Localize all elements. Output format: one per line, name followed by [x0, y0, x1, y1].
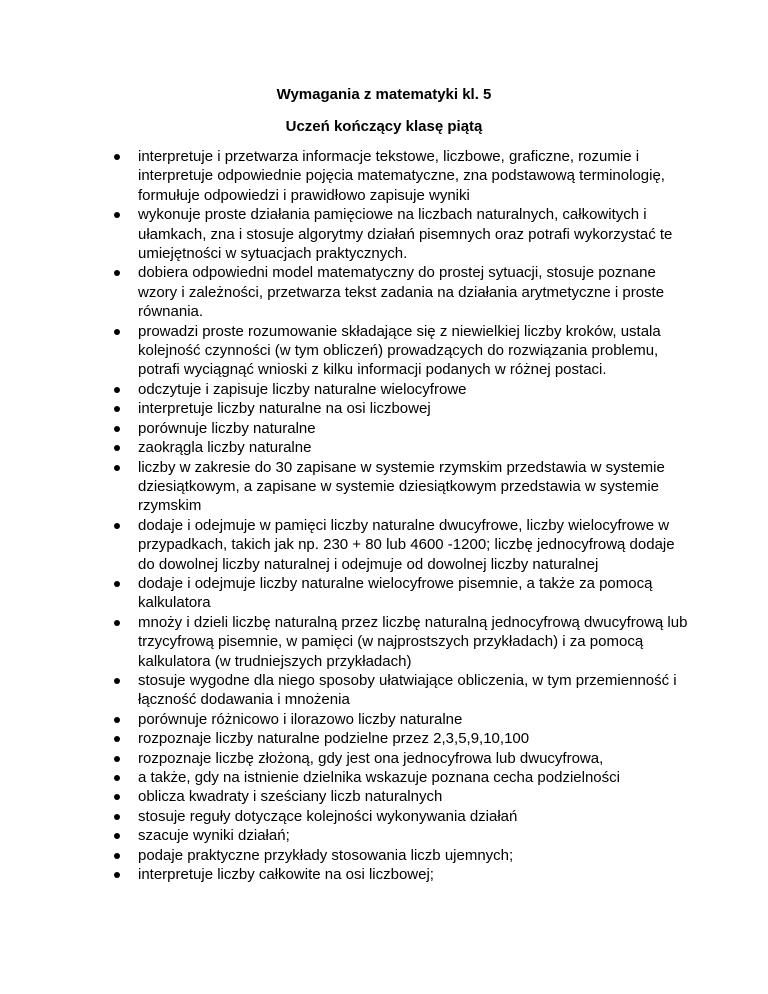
list-item-text: rozpoznaje liczbę złożoną, gdy jest ona jednocyfrowa lub dwucyfrowa,	[138, 749, 604, 767]
bullet-icon	[114, 775, 120, 781]
bullet-icon	[114, 853, 120, 859]
list-item	[114, 380, 694, 399]
list-item-text: wykonuje proste działania pamięciowe na liczbach naturalnych, całkowitych i ułamkach, zna i stosuje algorytmy działań pisemnych oraz potrafi wykorzystać te umiejętności w sytuacjach praktycznych.	[138, 206, 673, 263]
bullet-icon	[114, 756, 120, 762]
list-item-text: porównuje różnicowo i ilorazowo liczby naturalne	[138, 710, 463, 728]
list-item	[114, 749, 694, 768]
document-title: Wymagania z matematyki kl. 5	[276, 86, 492, 103]
bullet-icon	[114, 154, 120, 160]
bullet-icon	[114, 678, 120, 684]
list-item	[114, 516, 694, 574]
list-item	[114, 846, 694, 865]
bullet-icon	[114, 736, 120, 742]
list-item	[114, 613, 694, 671]
list-item-text: rozpoznaje liczby naturalne podzielne przez 2,3,5,9,10,100	[138, 730, 530, 748]
bullet-icon	[114, 329, 120, 335]
list-item-text: a także, gdy na istnienie dzielnika wskazuje poznana cecha podzielności	[138, 769, 620, 786]
list-item	[114, 205, 694, 263]
bullet-icon	[114, 814, 120, 820]
list-item-text: dodaje i odejmuje liczby naturalne wielocyfrowe pisemnie, a także za pomocą kalkulatora	[138, 574, 653, 612]
list-item-text: stosuje reguły dotyczące kolejności wykonywania działań	[138, 807, 518, 825]
bullet-icon	[114, 717, 120, 723]
list-item-text: interpretuje liczby naturalne na osi liczbowej	[138, 400, 431, 418]
list-item	[114, 729, 694, 748]
bullet-icon	[114, 465, 120, 471]
list-item-text: odczytuje i zapisuje liczby naturalne wielocyfrowe	[138, 380, 467, 398]
list-item	[114, 438, 694, 457]
list-item-text: oblicza kwadraty i sześciany liczb naturalnych	[138, 788, 443, 806]
list-item	[114, 671, 694, 710]
bullet-icon	[114, 620, 120, 626]
list-item	[114, 458, 694, 516]
list-item	[114, 399, 694, 418]
list-item	[114, 419, 694, 438]
list-item	[114, 865, 694, 884]
bullet-icon	[114, 445, 120, 451]
list-item	[114, 147, 694, 205]
list-item	[114, 787, 694, 806]
requirements-list	[114, 147, 694, 884]
list-item-text: zaokrągla liczby naturalne	[138, 439, 312, 457]
list-item	[114, 322, 694, 380]
list-item	[114, 574, 694, 613]
document-subtitle: Uczeń kończący klasę piątą	[285, 118, 483, 135]
bullet-icon	[114, 270, 120, 276]
list-item-text: stosuje wygodne dla niego sposoby ułatwiające obliczenia, w tym przemienność i łączność dodawania i mnożenia	[138, 671, 677, 709]
list-item-text: porównuje liczby naturalne	[138, 419, 316, 437]
list-item	[114, 263, 694, 321]
bullet-icon	[114, 387, 120, 393]
bullet-icon	[114, 426, 120, 432]
list-item-text: podaje praktyczne przykłady stosowania liczb ujemnych;	[138, 846, 514, 864]
bullet-icon	[114, 581, 120, 587]
list-item-text: dodaje i odejmuje w pamięci liczby naturalne dwucyfrowe, liczby wielocyfrowe w przypadkach, takich jak np. 230 + 80 lub 4600 -1200; liczbę jednocyfrową dodaje do dowolnej liczby naturalnej i odejmuje od dowolnej liczby naturalnej	[138, 516, 675, 573]
list-item-text: interpretuje liczby całkowite na osi liczbowej;	[138, 866, 434, 884]
list-item	[114, 807, 694, 826]
bullet-icon	[114, 212, 120, 218]
bullet-icon	[114, 872, 120, 878]
list-item	[114, 768, 694, 787]
list-item-text: dobiera odpowiedni model matematyczny do prostej sytuacji, stosuje poznane wzory i zależności, przetwarza tekst zadania na działania arytmetyczne i proste równania.	[138, 264, 665, 321]
bullet-icon	[114, 833, 120, 839]
bullet-icon	[114, 523, 120, 529]
list-item-text: mnoży i dzieli liczbę naturalną przez liczbę naturalną jednocyfrową dwucyfrową lub trzycyfrową pisemnie, w pamięci (w najprostszych przykładach) i za pomocą kalkulatora (w trudniejszych przykładach)	[138, 613, 688, 670]
bullet-icon	[114, 794, 120, 800]
list-item	[114, 710, 694, 729]
list-item	[114, 826, 694, 845]
bullet-icon	[114, 406, 120, 412]
list-item-text: interpretuje i przetwarza informacje tekstowe, liczbowe, graficzne, rozumie i interpretuje odpowiednie pojęcia matematyczne, zna podstawową terminologię, formułuje odpowiedzi i prawidłowo zapisuje wyniki	[138, 148, 665, 204]
list-item-text: liczby w zakresie do 30 zapisane w systemie rzymskim przedstawia w systemie dziesiątkowym, a zapisane w systemie dziesiątkowym przedstawia w systemie rzymskim	[138, 458, 665, 515]
list-item-text: prowadzi proste rozumowanie składające się z niewielkiej liczby kroków, ustala kolejność czynności (w tym obliczeń) prowadzących do rozwiązania problemu, potrafi wyciągnąć wnioski z kilku informacji podanych w różnej postaci.	[138, 322, 661, 379]
list-item-text: szacuje wyniki działań;	[138, 827, 290, 845]
